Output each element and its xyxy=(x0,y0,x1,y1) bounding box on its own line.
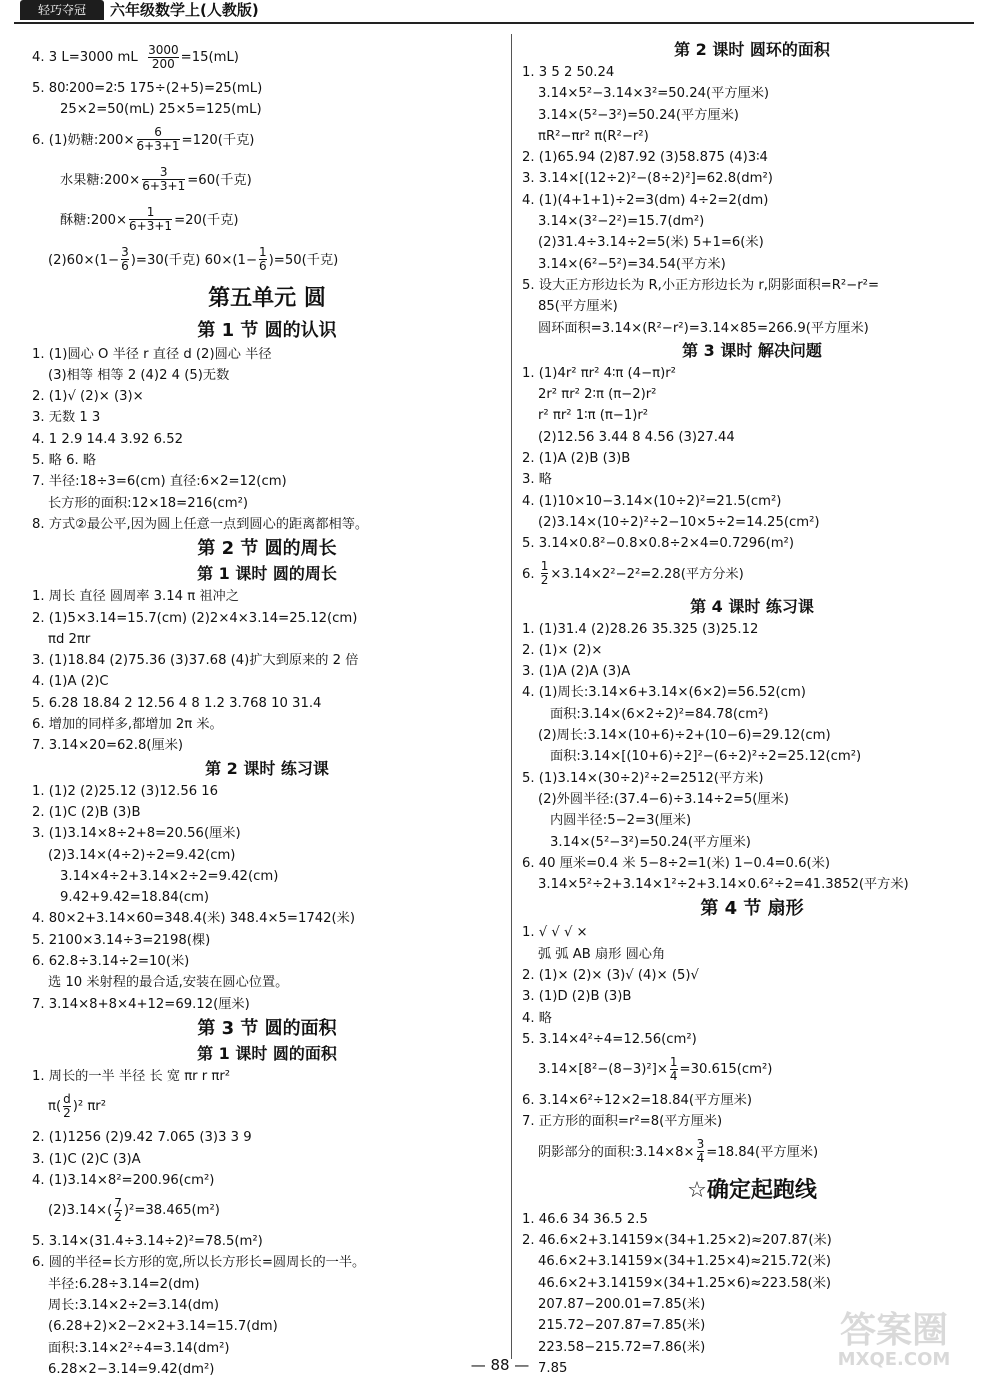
answer-line: 2. (1)5×3.14=15.7(cm) (2)2×4×3.14=25.12(cm) xyxy=(32,610,358,626)
watermark-logo xyxy=(794,1310,994,1384)
answer-line: πd 2πr xyxy=(48,631,91,647)
answer-line: (3)相等 相等 2 (4)2 4 (5)无数 xyxy=(48,367,230,383)
answer-line: 面积:3.14×[(10+6)÷2]²−(6÷2)²÷2=25.12(cm²) xyxy=(550,749,862,765)
answer-line: 5. 3.14×4²÷4=12.56(cm²) xyxy=(522,1031,697,1047)
answer-line: 3. (1)A (2)A (3)A xyxy=(522,664,631,680)
answer-line: 内圆半径:5−2=3(厘米) xyxy=(550,813,692,829)
section-title: 第 4 节 扇形 xyxy=(700,898,804,920)
answer-line: 6. (1)奶糖:200× $\frac{6}{6+3+1}$ =120(千克) xyxy=(32,125,255,154)
answer-line: 1. (1)2 (2)25.12 (3)12.56 16 xyxy=(32,783,219,799)
answer-line: 3.14×(5²−3²)=50.24(平方厘米) xyxy=(550,834,751,850)
answer-line: 85(平方厘米) xyxy=(538,299,618,315)
answer-line: 5. 80∶200=2∶5 175÷(2+5)=25(mL) xyxy=(32,81,263,96)
answer-line: 6. 3.14×6²÷12×2=18.84(平方厘米) xyxy=(522,1093,752,1109)
fraction: $\frac{7}{2}$ xyxy=(114,1195,122,1224)
lesson-title: 第 1 课时 圆的周长 xyxy=(197,564,337,584)
answer-line: (2)12.56 3.44 8 4.56 (3)27.44 xyxy=(538,429,735,445)
page-number: — 88 — xyxy=(470,1356,530,1374)
answer-line: 5. 6.28 18.84 2 12.56 4 8 1.2 3.768 10 31.4 xyxy=(32,695,322,711)
answer-line: 4. 3 L=3000 mL $\frac{3000}{200}$ =15(mL) xyxy=(32,42,239,71)
answer-line: 3. (1)18.84 (2)75.36 (3)37.68 (4)扩大到原来的 2 倍 xyxy=(32,653,359,669)
brand-logo: 轻巧夺冠 xyxy=(20,0,104,20)
answer-line: 6.28×2−3.14=9.42(dm²) xyxy=(48,1361,215,1377)
answer-line: 223.58−215.72=7.86(米) xyxy=(538,1339,706,1355)
answer-line: 1. (1)31.4 (2)28.26 35.325 (3)25.12 xyxy=(522,621,759,637)
answer-line: 5. 设大正方形边长为 R,小正方形边长为 r,阴影面积=R²−r²= xyxy=(522,277,879,293)
answer-line: 2. (1)A (2)B (3)B xyxy=(522,451,631,467)
answer-line: 5. 略 6. 略 xyxy=(32,453,97,469)
answer-line: 面积:3.14×2²÷4=3.14(dm²) xyxy=(48,1340,230,1356)
answer-line: 3.14×5²−3.14×3²=50.24(平方厘米) xyxy=(538,86,770,102)
answer-line: 7. 3.14×20=62.8(厘米) xyxy=(32,738,184,754)
fraction: $\frac{1}{6}$ xyxy=(259,245,267,274)
answer-line: 7. 3.14×8+8×4+12=69.12(厘米) xyxy=(32,996,250,1012)
answer-line: 弧 弧 AB 扇形 圆心角 xyxy=(538,946,666,962)
answer-line: 5. 3.14×0.8²−0.8×0.8÷2×4=0.7296(m²) xyxy=(522,536,794,552)
answer-line: 5. (1)3.14×(30÷2)²÷2=2512(平方米) xyxy=(522,770,764,786)
answer-line: 1. 3 5 2 50.24 xyxy=(522,65,615,80)
answer-line: 7.85 xyxy=(538,1360,568,1376)
fraction: $\frac{3}{6+3+1}$ xyxy=(142,165,186,194)
answer-line: πR²−πr² π(R²−r²) xyxy=(538,128,649,144)
answer-line: 1. 周长 直径 圆周率 3.14 π 祖冲之 xyxy=(32,589,239,605)
answer-line: 1. (1)4r² πr² 4∶π (4−π)r² xyxy=(522,365,676,381)
answer-line: 3.14×4÷2+3.14×2÷2=9.42(cm) xyxy=(60,868,279,884)
answer-line: 7. 正方形的面积=r²=8(平方厘米) xyxy=(522,1114,723,1130)
answer-line: 6. 增加的同样多,都增加 2π 米。 xyxy=(32,717,223,733)
answer-line: 8. 方式②最公平,因为圆上任意一点到圆心的距离都相等。 xyxy=(32,516,369,532)
fraction: $\frac{1}{2}$ xyxy=(540,559,549,588)
answer-line: 5. 2100×3.14÷3=2198(棵) xyxy=(32,932,211,948)
unit-title: 第五单元 圆 xyxy=(208,285,326,311)
answer-line: (2)3.14×( $\frac{7}{2}$ )²=38.465(m²) xyxy=(48,1195,220,1224)
left-column xyxy=(32,38,502,1380)
answer-line: 2. (1)C (2)B (3)B xyxy=(32,804,141,820)
answer-line: 2. 46.6×2+3.14159×(34+1.25×2)≈207.87(米) xyxy=(522,1233,832,1249)
fraction: $\frac{1}{4}$ xyxy=(669,1054,678,1083)
answer-line: 6. $\frac{1}{2}$ ×3.14×2²−2²=2.28(平方分米) xyxy=(522,559,744,588)
answer-line: 3. 略 xyxy=(522,472,552,488)
fraction: $\frac{3}{6}$ xyxy=(121,245,129,274)
answer-line: r² πr² 1∶π (π−1)r² xyxy=(538,408,649,424)
lesson-title: 第 1 课时 圆的面积 xyxy=(197,1043,337,1063)
watermark-main: 答案圈 xyxy=(839,1310,948,1351)
answer-line: 7. 半径:18÷3=6(cm) 直径:6×2=12(cm) xyxy=(32,474,287,490)
answer-line: 2r² πr² 2∶π (π−2)r² xyxy=(538,387,657,403)
lesson-title: 第 2 课时 圆环的面积 xyxy=(674,40,830,59)
answer-line: 2. (1)× (2)× xyxy=(522,642,603,658)
answer-line: 1. 周长的一半 半径 长 宽 πr r πr² xyxy=(32,1068,231,1084)
answer-line: 面积:3.14×(6×2÷2)²=84.78(cm²) xyxy=(550,706,769,722)
answer-line: (2)31.4÷3.14÷2=5(米) 5+1=6(米) xyxy=(538,235,764,251)
answer-line: 3. 3.14×[(12÷2)²−(8÷2)²]=62.8(dm²) xyxy=(522,171,773,187)
section-title: ☆确定起跑线 xyxy=(687,1177,817,1203)
lesson-title: 第 4 课时 练习课 xyxy=(690,596,814,616)
fraction: $\frac{6}{6+3+1}$ xyxy=(136,125,180,154)
answer-line: 2. (1)√ (2)× (3)× xyxy=(32,389,144,405)
answer-line: 5. 3.14×(31.4÷3.14÷2)²=78.5(m²) xyxy=(32,1234,263,1250)
answer-line: 3. 无数 1 3 xyxy=(32,410,101,426)
answer-line: 46.6×2+3.14159×(34+1.25×4)≈215.72(米) xyxy=(538,1254,832,1270)
answer-line: 3.14×[8²−(8−3)²]× $\frac{1}{4}$ =30.615(cm²) xyxy=(538,1054,773,1083)
answer-line: 3.14×(6²−5²)=34.54(平方米) xyxy=(538,256,726,272)
section-title: 第 3 节 圆的面积 xyxy=(197,1017,337,1039)
answer-line: 2. (1)× (2)× (3)√ (4)× (5)√ xyxy=(522,967,699,983)
answer-line: 半径:6.28÷3.14=2(dm) xyxy=(48,1276,200,1292)
right-column xyxy=(522,38,982,1379)
answer-line: (2)3.14×(10÷2)²÷2−10×5÷2=14.25(cm²) xyxy=(538,514,820,530)
answer-line: 2. (1)1256 (2)9.42 7.065 (3)3 3 9 xyxy=(32,1130,252,1146)
answer-line: 1. √ √ √ × xyxy=(522,925,588,941)
lesson-title: 第 3 课时 解决问题 xyxy=(682,340,822,360)
answer-line: 9.42+9.42=18.84(cm) xyxy=(60,890,209,906)
answer-line: (2)周长:3.14×(10+6)÷2+(10−6)=29.12(cm) xyxy=(538,728,831,744)
answer-line: π( $\frac{d}{2}$ )² πr² xyxy=(48,1091,107,1120)
answer-line: 6. 62.8÷3.14÷2=10(米) xyxy=(32,954,190,970)
answer-line: 3. (1)3.14×8÷2+8=20.56(厘米) xyxy=(32,826,241,842)
answer-line: 3.14×(3²−2²)=15.7(dm²) xyxy=(538,214,705,230)
answer-line: (2)外圆半径:(37.4−6)÷3.14÷2=5(厘米) xyxy=(538,791,789,807)
answer-line: 4. 80×2+3.14×60=348.4(米) 348.4×5=1742(米) xyxy=(32,911,355,927)
answer-line: 选 10 米射程的最合适,安装在圆心位置。 xyxy=(48,975,289,991)
answer-line: 4. (1)(4+1+1)÷2=3(dm) 4÷2=2(dm) xyxy=(522,192,769,208)
answer-line: 长方形的面积:12×18=216(cm²) xyxy=(48,495,249,511)
answer-line: 1. (1)圆心 O 半径 r 直径 d (2)圆心 半径 xyxy=(32,346,272,362)
answer-line: 6. 40 厘米=0.4 米 5−8÷2=1(米) 1−0.4=0.6(米) xyxy=(522,855,831,871)
watermark-sub: MXQE.COM xyxy=(837,1349,951,1370)
fraction: $\frac{3000}{200}$ xyxy=(148,42,179,71)
answer-line: (6.28+2)×2−2×2+3.14=15.7(dm) xyxy=(48,1319,278,1335)
answer-line: 2. (1)65.94 (2)87.92 (3)58.875 (4)3∶4 xyxy=(522,150,768,166)
answer-line: 4. 略 xyxy=(522,1010,552,1026)
answer-line: 周长:3.14×2÷2=3.14(dm) xyxy=(48,1297,219,1313)
answer-line: 4. 1 2.9 14.4 3.92 6.52 xyxy=(32,431,183,447)
book-title: 六年级数学上(人教版) xyxy=(110,1,259,19)
fraction: $\frac{d}{2}$ xyxy=(63,1091,71,1120)
section-title: 第 1 节 圆的认识 xyxy=(197,319,337,341)
answer-line: 1. 46.6 34 36.5 2.5 xyxy=(522,1211,648,1227)
answer-line: 215.72−207.87=7.85(米) xyxy=(538,1318,706,1334)
page-header xyxy=(14,0,974,24)
column-divider xyxy=(511,34,512,1359)
answer-line: 阴影部分的面积:3.14×8× $\frac{3}{4}$ =18.84(平方厘米) xyxy=(538,1137,819,1166)
answer-line: (2)60×(1− $\frac{3}{6}$ )=30(千克) 60×(1− $\frac{1}{6}$ )=50(千克) xyxy=(48,245,339,274)
answer-line: (2)3.14×(4÷2)÷2=9.42(cm) xyxy=(48,847,236,863)
answer-line: 207.87−200.01=7.85(米) xyxy=(538,1296,706,1312)
lesson-title: 第 2 课时 练习课 xyxy=(205,758,329,778)
fraction: $\frac{3}{4}$ xyxy=(696,1137,705,1166)
answer-line: 3.14×5²÷2+3.14×1²÷2+3.14×0.6²÷2=41.3852(平方米) xyxy=(538,877,909,893)
answer-line: 4. (1)A (2)C xyxy=(32,674,109,690)
answer-line: 3. (1)C (2)C (3)A xyxy=(32,1151,141,1167)
fraction: $\frac{1}{6+3+1}$ xyxy=(129,205,173,234)
answer-line: 4. (1)周长:3.14×6+3.14×(6×2)=56.52(cm) xyxy=(522,685,806,701)
answer-line: 4. (1)10×10−3.14×(10÷2)²=21.5(cm²) xyxy=(522,493,782,509)
answer-line: 25×2=50(mL) 25×5=125(mL) xyxy=(60,102,262,118)
answer-line: 46.6×2+3.14159×(34+1.25×6)≈223.58(米) xyxy=(538,1275,832,1291)
answer-line: 水果糖:200× $\frac{3}{6+3+1}$ =60(千克) xyxy=(60,165,252,194)
answer-line: 3. (1)D (2)B (3)B xyxy=(522,989,632,1005)
answer-line: 6. 圆的半径=长方形的宽,所以长方形长=圆周长的一半。 xyxy=(32,1255,366,1271)
answer-line: 圆环面积=3.14×(R²−r²)=3.14×85=266.9(平方厘米) xyxy=(538,320,869,336)
answer-line: 3.14×(5²−3²)=50.24(平方厘米) xyxy=(538,107,739,123)
answer-line: 酥糖:200× $\frac{1}{6+3+1}$ =20(千克) xyxy=(60,205,239,234)
section-title: 第 2 节 圆的周长 xyxy=(197,538,337,560)
answer-line: 4. (1)3.14×8²=200.96(cm²) xyxy=(32,1172,215,1188)
